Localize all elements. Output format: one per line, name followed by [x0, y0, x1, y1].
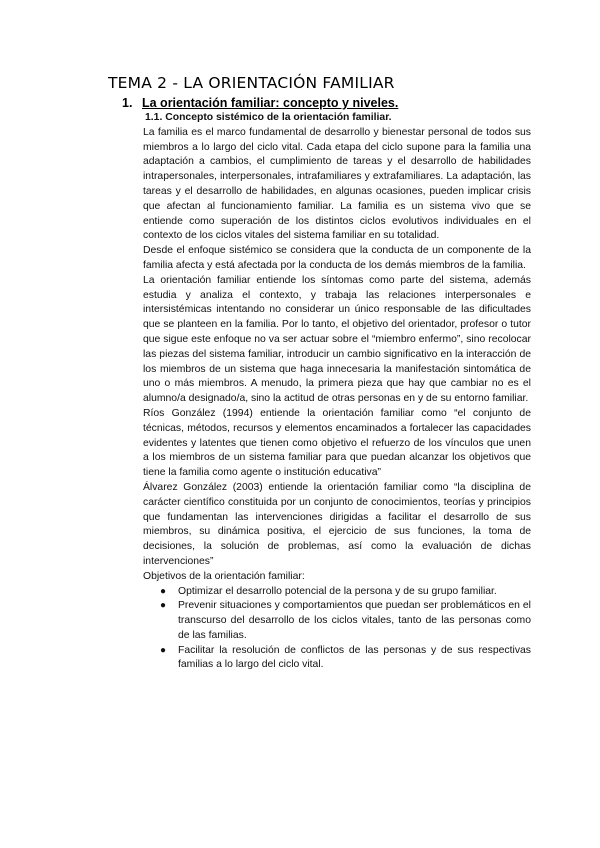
objective-text: Optimizar el desarrollo potencial de la persona y de su grupo familiar.	[178, 585, 497, 597]
objective-text: Prevenir situaciones y comportamientos que puedan ser problemáticos en el transcurso del desarrollo de los ciclos vitales, tanto de las personas como de las familias.	[178, 600, 531, 641]
objectives-intro: Objetivos de la orientación familiar:	[143, 570, 305, 582]
bullet-icon: ●	[160, 585, 167, 597]
list-item	[160, 599, 531, 643]
paragraph-symptoms-system: La orientación familiar entiende los síntomas como parte del sistema, además estudia y analiza el contexto, y trabaja las relaciones interpersonales e intersistémicas intentando no considerar un único responsable de las dificultades que se planteen en la familia. Por lo tanto, el objetivo del orientador, profesor o tutor que sigue este enfoque no va ser actuar sobre el “miembro enfermo”, sino recolocar las piezas del sistema familiar, introducir un cambio significativo en la interacción de los miembros de un sistema que haga innecesaria la manifestación sintomática de uno o más miembros. A menudo, la primera pieza que hay que cambiar no es el alumno/a designado/a, sino la actitud de otras personas en y de su entorno familiar.	[143, 274, 531, 405]
section-heading	[122, 96, 398, 110]
list-item	[160, 585, 531, 600]
paragraph-alvarez-gonzalez-definition: Álvarez González (2003) entiende la orientación familiar como “la disciplina de carácter científico constituida por un conjunto de conocimientos, teorías y principios que fundamentan las intervenciones dirigidas a facilitar el desarrollo de sus miembros, su dinámica positiva, el ejercicio de sus funciones, la toma de decisiones, la solución de problemas, así como la evaluación de dichas intervenciones”	[143, 481, 531, 567]
paragraph-rios-gonzalez-definition: Ríos González (1994) entiende la orientación familiar como “el conjunto de técnicas, métodos, recursos y elementos encaminados a fortalecer las capacidades evidentes y latentes que tienen como objetivo el refuerzo de los vínculos que unen a los miembros de un sistema familiar para que puedan alcanzar los objetivos que tiene la familia como agente o institución educativa”	[143, 407, 531, 479]
bullet-icon: ●	[160, 600, 167, 612]
section-number: 1.	[122, 96, 133, 110]
subsection-heading: 1.1. Concepto sistémico de la orientación familiar.	[145, 112, 392, 123]
objective-text: Facilitar la resolución de conflictos de las personas y de sus respectivas familias a lo largo del ciclo vital.	[178, 644, 531, 671]
document-title: TEMA 2 - LA ORIENTACIÓN FAMILIAR	[108, 74, 395, 92]
section-title: La orientación familiar: concepto y niveles.	[142, 96, 399, 110]
objectives-list	[143, 585, 531, 674]
document-body	[143, 111, 531, 673]
paragraph-systemic-approach: Desde el enfoque sistémico se considera que la conducta de un componente de la familia afecta y está afectada por la conducta de los demás miembros de la familia.	[143, 245, 531, 271]
list-item	[160, 644, 531, 674]
paragraph-family-framework: La familia es el marco fundamental de desarrollo y bienestar personal de todos sus miembros a lo largo del ciclo vital. Cada etapa del ciclo supone para la familia una adaptación a cambios, el cumplimiento de tareas y el desarrollo de habilidades intrapersonales, interpersonales, intrafamiliares y extrafamiliares. La adaptación, las tareas y el desarrollo de habilidades, en algunas ocasiones, pueden implicar crisis que afectan al funcionamiento familiar. La familia es un sistema vivo que se entiende como superación de los distintos ciclos evolutivos individuales en el contexto de los ciclos vitales del sistema familiar en su totalidad.	[143, 126, 531, 242]
bullet-icon: ●	[160, 644, 167, 656]
